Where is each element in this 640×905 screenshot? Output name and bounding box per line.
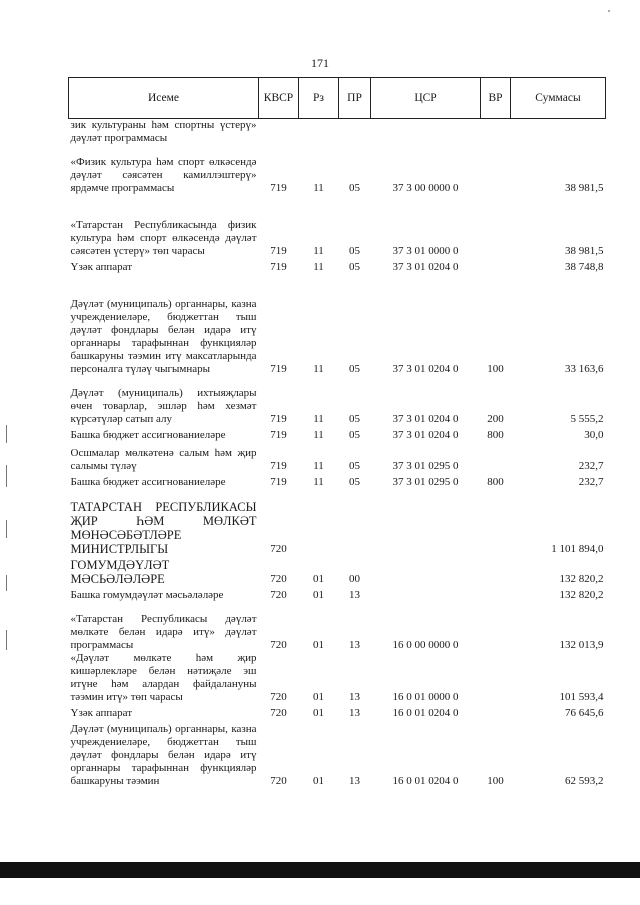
cell-rz: 11	[313, 460, 324, 472]
cell-amount: 38 748,8	[565, 261, 604, 273]
table-row	[69, 376, 606, 426]
cell-rz: 01	[313, 639, 324, 651]
cell-rz	[299, 489, 339, 556]
cell-amount: 38 981,5	[565, 245, 604, 257]
cell-kvsr: 719	[270, 182, 287, 194]
scan-margin-marks	[6, 425, 8, 655]
cell-csr: 37 3 01 0204 0	[392, 413, 459, 425]
table-row	[69, 426, 606, 442]
cell-vr: 200	[487, 413, 504, 425]
header-kvsr: КВСР	[259, 78, 299, 119]
cell-pr: 13	[349, 639, 360, 651]
cell-pr: 13	[349, 589, 360, 601]
cell-vr	[481, 586, 511, 602]
cell-name: Дәүләт (муниципаль) органнары, казна учреждениеләре, бюджеттан тыш дәүләт фондлары белән идарә итү органнары тарафыннан функцияләр башкаруны тәэмин	[70, 723, 257, 787]
cell-kvsr: 720	[270, 573, 287, 585]
cell-csr	[371, 489, 481, 556]
cell-pr: 00	[349, 573, 360, 585]
cell-name: ГОМУМДӘҮЛӘТ МӘСЬӘЛӘЛӘРЕ	[70, 558, 170, 586]
cell-rz: 11	[313, 429, 324, 441]
table-row	[69, 556, 606, 586]
cell-vr: 800	[487, 429, 504, 441]
cell-name: Осшмалар мөлкәтенә салым һәм җир салымы түләү	[70, 447, 257, 472]
cell-name: «Дәүләт мөлкәте һәм җир кишәрлекләре белән нәтиҗәле эш итүне һәм алардан файдалануны тәэмин итү» төп чарасы	[70, 652, 257, 703]
cell-rz: 11	[313, 413, 324, 425]
cell-csr	[371, 586, 481, 602]
table-row	[69, 652, 606, 704]
cell-csr: 37 3 01 0204 0	[392, 429, 459, 441]
cell-kvsr: 719	[270, 245, 287, 257]
cell-kvsr: 719	[270, 261, 287, 273]
cell-amount: 33 163,6	[565, 363, 604, 375]
cell-kvsr: 720	[270, 691, 287, 703]
cell-name: Үзәк аппарат	[70, 707, 133, 719]
cell-amount: 62 593,2	[565, 775, 604, 787]
header-amount: Суммасы	[511, 78, 606, 119]
cell-csr: 37 3 01 0295 0	[392, 460, 459, 472]
table-row	[69, 473, 606, 489]
cell-csr	[371, 556, 481, 586]
cell-csr: 37 3 01 0000 0	[392, 245, 459, 257]
cell-rz: 01	[313, 775, 324, 787]
cell-vr	[481, 145, 511, 195]
cell-amount: 232,7	[578, 476, 604, 488]
cell-pr	[339, 489, 371, 556]
cell-csr: 37 3 01 0204 0	[392, 261, 459, 273]
cell-pr: 05	[349, 245, 360, 257]
cell-vr	[481, 556, 511, 586]
cell-kvsr: 720	[270, 639, 287, 651]
table-header-row	[69, 78, 606, 119]
cell-rz: 11	[313, 182, 324, 194]
cell-name: Башка гомумдәүләт мәсьәләләре	[70, 589, 224, 601]
cell-vr	[481, 119, 511, 146]
cell-pr: 05	[349, 363, 360, 375]
cell-pr: 05	[349, 476, 360, 488]
cell-rz: 01	[313, 573, 324, 585]
cell-vr	[481, 652, 511, 704]
table-row	[69, 442, 606, 473]
cell-csr: 37 3 01 0295 0	[392, 476, 459, 488]
cell-kvsr: 719	[270, 413, 287, 425]
cell-amount: 1 101 894,0	[551, 543, 604, 555]
cell-amount: 76 645,6	[565, 707, 604, 719]
table-row	[69, 274, 606, 376]
cell-amount: 232,7	[578, 460, 604, 472]
cell-vr: 800	[487, 476, 504, 488]
cell-csr	[371, 119, 481, 146]
cell-vr	[481, 442, 511, 473]
cell-kvsr: 720	[270, 543, 287, 555]
cell-pr	[339, 119, 371, 146]
cell-rz: 11	[313, 476, 324, 488]
cell-vr	[481, 195, 511, 258]
cell-pr: 05	[349, 261, 360, 273]
cell-kvsr: 719	[270, 476, 287, 488]
cell-pr: 05	[349, 460, 360, 472]
cell-name: ТАТАРСТАН РЕСПУБЛИКАСЫ ҖИР ҺӘМ МӨЛКӘТ МӨНӘСӘБӘТЛӘРЕ МИНИСТРЛЫГЫ	[70, 500, 257, 556]
cell-pr: 05	[349, 413, 360, 425]
cell-kvsr: 720	[270, 589, 287, 601]
table-row	[69, 258, 606, 274]
cell-amount: 5 555,2	[570, 413, 604, 425]
header-csr: ЦСР	[371, 78, 481, 119]
cell-rz: 11	[313, 261, 324, 273]
cell-amount: 38 981,5	[565, 182, 604, 194]
cell-amount: 132 820,2	[559, 573, 604, 585]
cell-name: Башка бюджет ассигнованиеләре	[70, 476, 226, 488]
cell-kvsr: 720	[270, 775, 287, 787]
header-name: Исеме	[69, 78, 259, 119]
cell-csr: 16 0 01 0204 0	[392, 775, 459, 787]
cell-kvsr: 719	[270, 363, 287, 375]
cell-csr: 37 3 00 0000 0	[392, 182, 459, 194]
cell-csr: 16 0 01 0000 0	[392, 691, 459, 703]
table-row	[69, 602, 606, 652]
table-row	[69, 119, 606, 146]
cell-vr: 100	[487, 363, 504, 375]
cell-rz: 01	[313, 707, 324, 719]
scan-bottom-edge	[0, 862, 640, 878]
cell-pr: 13	[349, 707, 360, 719]
cell-rz: 11	[313, 245, 324, 257]
cell-name: зик культураны һәм спортны үстерү» дәүләт программасы	[70, 119, 257, 144]
cell-amount: 101 593,4	[559, 691, 604, 703]
cell-rz: 01	[313, 691, 324, 703]
header-pr: ПР	[339, 78, 371, 119]
cell-name: Үзәк аппарат	[70, 261, 133, 273]
cell-rz: 11	[313, 363, 324, 375]
cell-vr	[481, 704, 511, 720]
scan-speck	[608, 10, 610, 12]
cell-name: «Татарстан Республикасында физик культура һәм спорт өлкәсендә дәүләт сәясәтен үстерү» төп чарасы	[70, 219, 257, 257]
cell-rz: 01	[313, 589, 324, 601]
table-row	[69, 489, 606, 556]
table-row	[69, 704, 606, 720]
cell-vr: 100	[487, 775, 504, 787]
page-number: 171	[311, 56, 329, 70]
cell-vr	[481, 602, 511, 652]
table-row	[69, 586, 606, 602]
cell-amount: 132 013,9	[559, 639, 604, 651]
cell-kvsr: 720	[270, 707, 287, 719]
cell-name: Башка бюджет ассигнованиеләре	[70, 429, 226, 441]
cell-name: «Физик культура һәм спорт өлкәсендә дәүләт сәясәтен камиллэштерү» ярдәмче программасы	[70, 156, 257, 194]
cell-csr: 37 3 01 0204 0	[392, 363, 459, 375]
cell-name: Дәүләт (муниципаль) органнары, казна учреждениеләре, бюджеттан тыш дәүләт фондлары белән идарә итү органнары тарафыннан функцияләр башкаруны тәэмин итү максатларында персоналга түләү чыгымнары	[70, 298, 257, 375]
header-rz: Рз	[299, 78, 339, 119]
cell-amount: 132 820,2	[559, 589, 604, 601]
cell-rz	[299, 119, 339, 146]
cell-kvsr	[259, 119, 299, 146]
cell-pr: 13	[349, 691, 360, 703]
cell-name: Дәүләт (муниципаль) ихтыяҗлары өчен товарлар, эшләр һәм хезмәт күрсәтүләр сатып алу	[70, 387, 257, 425]
table-row	[69, 195, 606, 258]
cell-name: «Татарстан Республикасы дәүләт мөлкәте белән идарә итү» дәүләт программасы	[70, 613, 257, 651]
cell-amount	[511, 119, 606, 146]
cell-kvsr: 719	[270, 460, 287, 472]
cell-pr: 05	[349, 429, 360, 441]
cell-csr: 16 0 00 0000 0	[392, 639, 459, 651]
cell-pr: 05	[349, 182, 360, 194]
budget-table	[68, 77, 606, 788]
cell-vr	[481, 258, 511, 274]
cell-amount: 30,0	[584, 429, 604, 441]
header-vr: ВР	[481, 78, 511, 119]
cell-pr: 13	[349, 775, 360, 787]
table-row	[69, 145, 606, 195]
cell-kvsr: 719	[270, 429, 287, 441]
cell-csr: 16 0 01 0204 0	[392, 707, 459, 719]
table-row	[69, 720, 606, 788]
cell-vr	[481, 489, 511, 556]
